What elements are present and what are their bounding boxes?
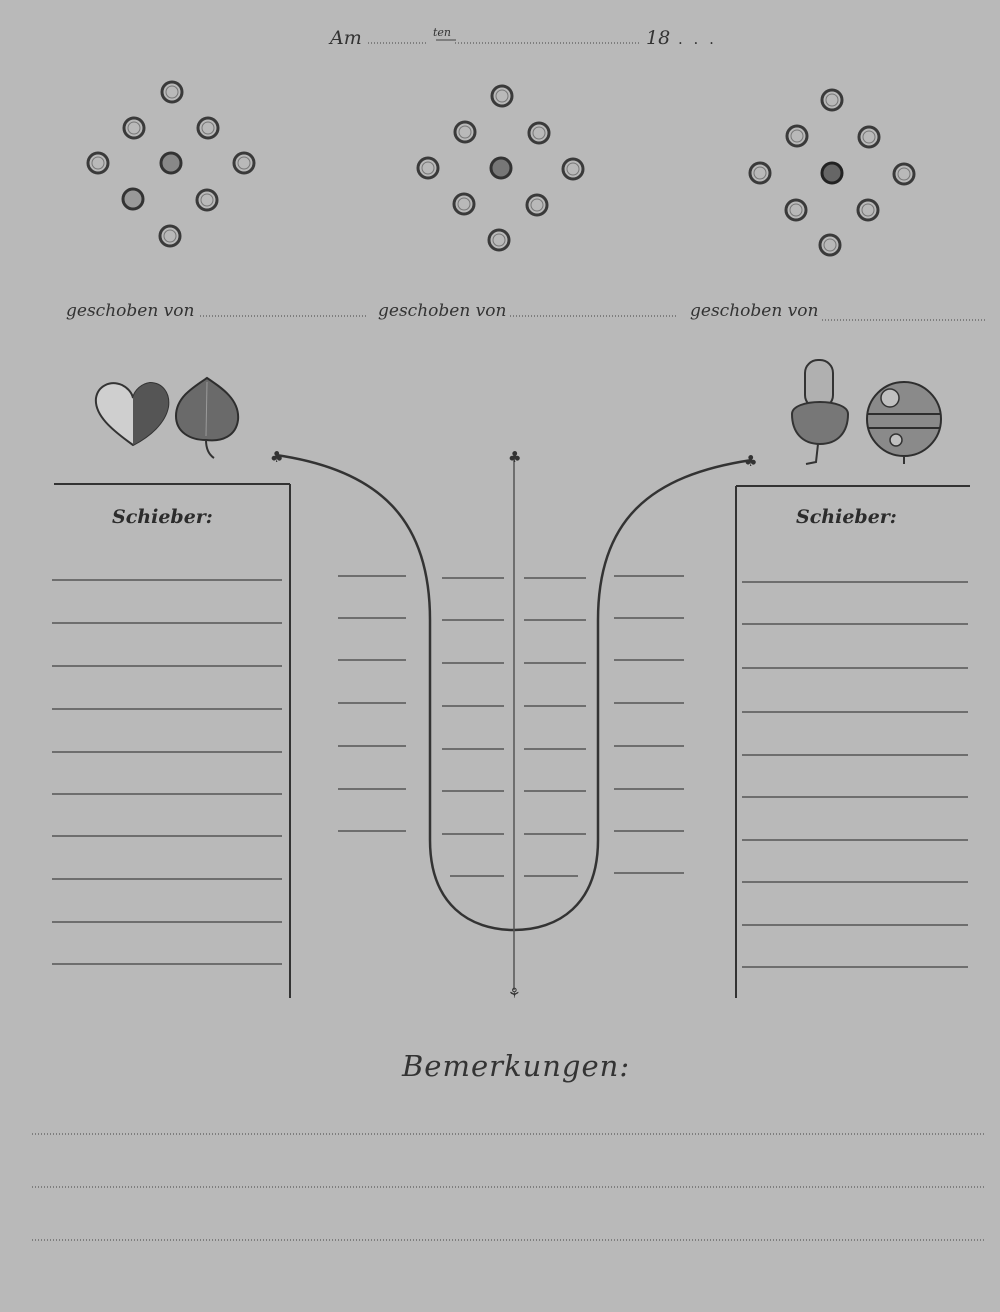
left-score-column [52,484,290,998]
bell-suit-icon [867,382,941,464]
heart-suit-icon [96,383,168,445]
left-arrow-club-icon: ♣ [270,448,284,466]
date-ten-label: ten [433,26,452,39]
remarks-lines[interactable] [32,1134,984,1240]
lane-top-club-icon: ♣ [508,448,522,466]
shooter-label-1: geschoben von [66,301,195,321]
pin-diagram-1 [88,82,254,246]
lane-bottom-icon: ⚘ [508,986,521,1002]
lane-inner-left-lines[interactable] [442,578,504,876]
remarks-title: Bemerkungen: [402,1049,631,1083]
left-column-title: Schieber: [112,506,213,528]
date-am-label: Am [330,27,362,49]
pin-diagram-2 [418,86,583,250]
left-score-lines[interactable] [52,580,282,964]
central-lane [270,448,757,1002]
date-year-label: 18 [646,27,671,49]
date-year-dots: . . . [678,30,717,48]
lane-outer-left-lines[interactable] [338,576,406,831]
right-score-column [736,486,970,998]
right-arrow-club-icon: ♣ [744,452,758,470]
shooter-label-3: geschoben von [690,301,819,321]
pin-diagram-3 [750,90,914,255]
leaf-suit-icon [176,378,238,458]
acorn-suit-icon [792,360,848,464]
lane-outer-right-lines[interactable] [614,576,684,873]
right-score-lines[interactable] [742,582,968,967]
lane-inner-right-lines[interactable] [524,578,586,876]
right-column-title: Schieber: [796,506,897,528]
shooter-label-2: geschoben von [378,301,507,321]
